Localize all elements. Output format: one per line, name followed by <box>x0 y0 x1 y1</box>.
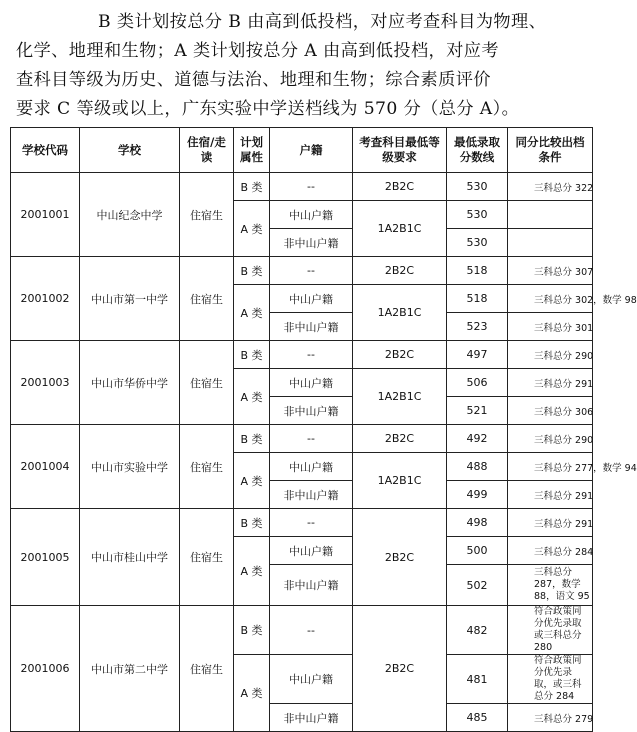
min-score-cell: 498 <box>447 509 508 537</box>
header-hukou: 户籍 <box>270 128 353 173</box>
plan-a: A 类 <box>234 201 270 257</box>
plan-b: B 类 <box>234 509 270 537</box>
min-score-cell: 506 <box>447 369 508 397</box>
hukou-cell: 中山户籍 <box>270 369 353 397</box>
school-code: 2001006 <box>11 606 80 732</box>
min-score-cell: 518 <box>447 257 508 285</box>
school-name: 中山市华侨中学 <box>80 341 180 425</box>
min-score-cell: 530 <box>447 173 508 201</box>
hukou-cell: 中山户籍 <box>270 285 353 313</box>
school-code: 2001004 <box>11 425 80 509</box>
table-row <box>11 425 593 453</box>
plan-b: B 类 <box>234 341 270 369</box>
tie-break-cell: 符合政策同分优先录取或三科总分 280 <box>508 606 593 655</box>
board-type: 住宿生 <box>180 425 234 509</box>
tie-break-cell: 三科总分 302，数学 98 <box>508 285 593 313</box>
tie-break-cell: 三科总分 290 <box>508 341 593 369</box>
school-name: 中山纪念中学 <box>80 173 180 257</box>
board-type: 住宿生 <box>180 257 234 341</box>
hukou-cell: -- <box>270 257 353 285</box>
tie-break-cell: 三科总分 322 <box>508 173 593 201</box>
tie-break-cell: 三科总分 284 <box>508 537 593 565</box>
min-score-cell: 502 <box>447 565 508 606</box>
tie-break-cell <box>508 201 593 229</box>
school-name: 中山市第二中学 <box>80 606 180 732</box>
tie-break-cell: 三科总分 290 <box>508 425 593 453</box>
tie-break-cell: 三科总分 291 <box>508 481 593 509</box>
min-score-cell: 530 <box>447 201 508 229</box>
header-min-score: 最低录取分数线 <box>447 128 508 173</box>
school-code: 2001005 <box>11 509 80 606</box>
plan-a: A 类 <box>234 285 270 341</box>
hukou-cell: 中山户籍 <box>270 453 353 481</box>
tie-break-cell: 符合政策同分优先录取，或三科总分 284 <box>508 655 593 704</box>
tie-break-cell: 三科总分 291 <box>508 509 593 537</box>
grade-req-cell: 1A2B1C <box>353 453 447 509</box>
hukou-cell: 中山户籍 <box>270 655 353 704</box>
tie-break-cell <box>508 229 593 257</box>
min-score-cell: 530 <box>447 229 508 257</box>
plan-a: A 类 <box>234 369 270 425</box>
tie-break-cell: 三科总分 307 <box>508 257 593 285</box>
hukou-cell: 中山户籍 <box>270 537 353 565</box>
grade-req-cell: 2B2C <box>353 341 447 369</box>
school-name: 中山市实验中学 <box>80 425 180 509</box>
intro-line: 化学、地理和生物；A 类计划按总分 A 由高到低投档，对应考 <box>16 41 499 61</box>
min-score-cell: 500 <box>447 537 508 565</box>
hukou-cell: -- <box>270 425 353 453</box>
grade-req-cell: 2B2C <box>353 425 447 453</box>
plan-b: B 类 <box>234 173 270 201</box>
grade-req-cell: 1A2B1C <box>353 285 447 341</box>
intro-line: 要求 C 等级或以上，广东实验中学送档线为 570 分（总分 A）。 <box>16 99 520 119</box>
school-code: 2001003 <box>11 341 80 425</box>
plan-b: B 类 <box>234 257 270 285</box>
table-row <box>11 606 593 655</box>
table-row <box>11 173 593 201</box>
grade-req-cell: 2B2C <box>353 257 447 285</box>
tie-break-cell: 三科总分 301 <box>508 313 593 341</box>
grade-req-cell: 1A2B1C <box>353 369 447 425</box>
min-score-cell: 485 <box>447 704 508 732</box>
min-score-cell: 518 <box>447 285 508 313</box>
grade-req-cell: 1A2B1C <box>353 201 447 257</box>
header-board: 住宿/走读 <box>180 128 234 173</box>
table-row <box>11 509 593 537</box>
min-score-cell: 481 <box>447 655 508 704</box>
min-score-cell: 499 <box>447 481 508 509</box>
board-type: 住宿生 <box>180 173 234 257</box>
header-plan: 计划属性 <box>234 128 270 173</box>
min-score-cell: 482 <box>447 606 508 655</box>
hukou-cell: 非中山户籍 <box>270 704 353 732</box>
hukou-cell: 非中山户籍 <box>270 229 353 257</box>
hukou-cell: 非中山户籍 <box>270 565 353 606</box>
board-type: 住宿生 <box>180 509 234 606</box>
plan-b: B 类 <box>234 606 270 655</box>
tie-break-cell: 三科总分 291 <box>508 369 593 397</box>
hukou-cell: 非中山户籍 <box>270 481 353 509</box>
header-tie-break: 同分比较出档条件 <box>508 128 593 173</box>
tie-break-cell: 三科总分 279 <box>508 704 593 732</box>
plan-a: A 类 <box>234 453 270 509</box>
board-type: 住宿生 <box>180 341 234 425</box>
hukou-cell: -- <box>270 509 353 537</box>
hukou-cell: -- <box>270 173 353 201</box>
hukou-cell: 非中山户籍 <box>270 313 353 341</box>
admission-table <box>10 127 637 732</box>
tie-break-cell: 三科总分 277，数学 94 <box>508 453 593 481</box>
school-name: 中山市第一中学 <box>80 257 180 341</box>
tie-break-cell: 三科总分 287，数学 88，语文 95 <box>508 565 593 606</box>
header-code: 学校代码 <box>11 128 80 173</box>
plan-a: A 类 <box>234 537 270 606</box>
board-type: 住宿生 <box>180 606 234 732</box>
min-score-cell: 521 <box>447 397 508 425</box>
header-row <box>11 128 593 173</box>
intro-line: 查科目等级为历史、道德与法治、地理和生物；综合素质评价 <box>16 70 491 90</box>
min-score-cell: 492 <box>447 425 508 453</box>
grade-req-cell: 2B2C <box>353 606 447 732</box>
hukou-cell: -- <box>270 606 353 655</box>
hukou-cell: 中山户籍 <box>270 201 353 229</box>
intro-line: B 类计划按总分 B 由高到低投档，对应考查科目为物理、 <box>98 12 547 32</box>
hukou-cell: -- <box>270 341 353 369</box>
intro-paragraph <box>16 8 586 124</box>
grade-req-cell: 2B2C <box>353 173 447 201</box>
grade-req-cell: 2B2C <box>353 509 447 606</box>
min-score-cell: 523 <box>447 313 508 341</box>
table-row <box>11 257 593 285</box>
school-name: 中山市桂山中学 <box>80 509 180 606</box>
tie-break-cell: 三科总分 306 <box>508 397 593 425</box>
table-row <box>11 341 593 369</box>
school-code: 2001002 <box>11 257 80 341</box>
school-code: 2001001 <box>11 173 80 257</box>
header-school: 学校 <box>80 128 180 173</box>
min-score-cell: 488 <box>447 453 508 481</box>
plan-b: B 类 <box>234 425 270 453</box>
plan-a: A 类 <box>234 655 270 732</box>
header-grade-req: 考查科目最低等级要求 <box>353 128 447 173</box>
hukou-cell: 非中山户籍 <box>270 397 353 425</box>
min-score-cell: 497 <box>447 341 508 369</box>
